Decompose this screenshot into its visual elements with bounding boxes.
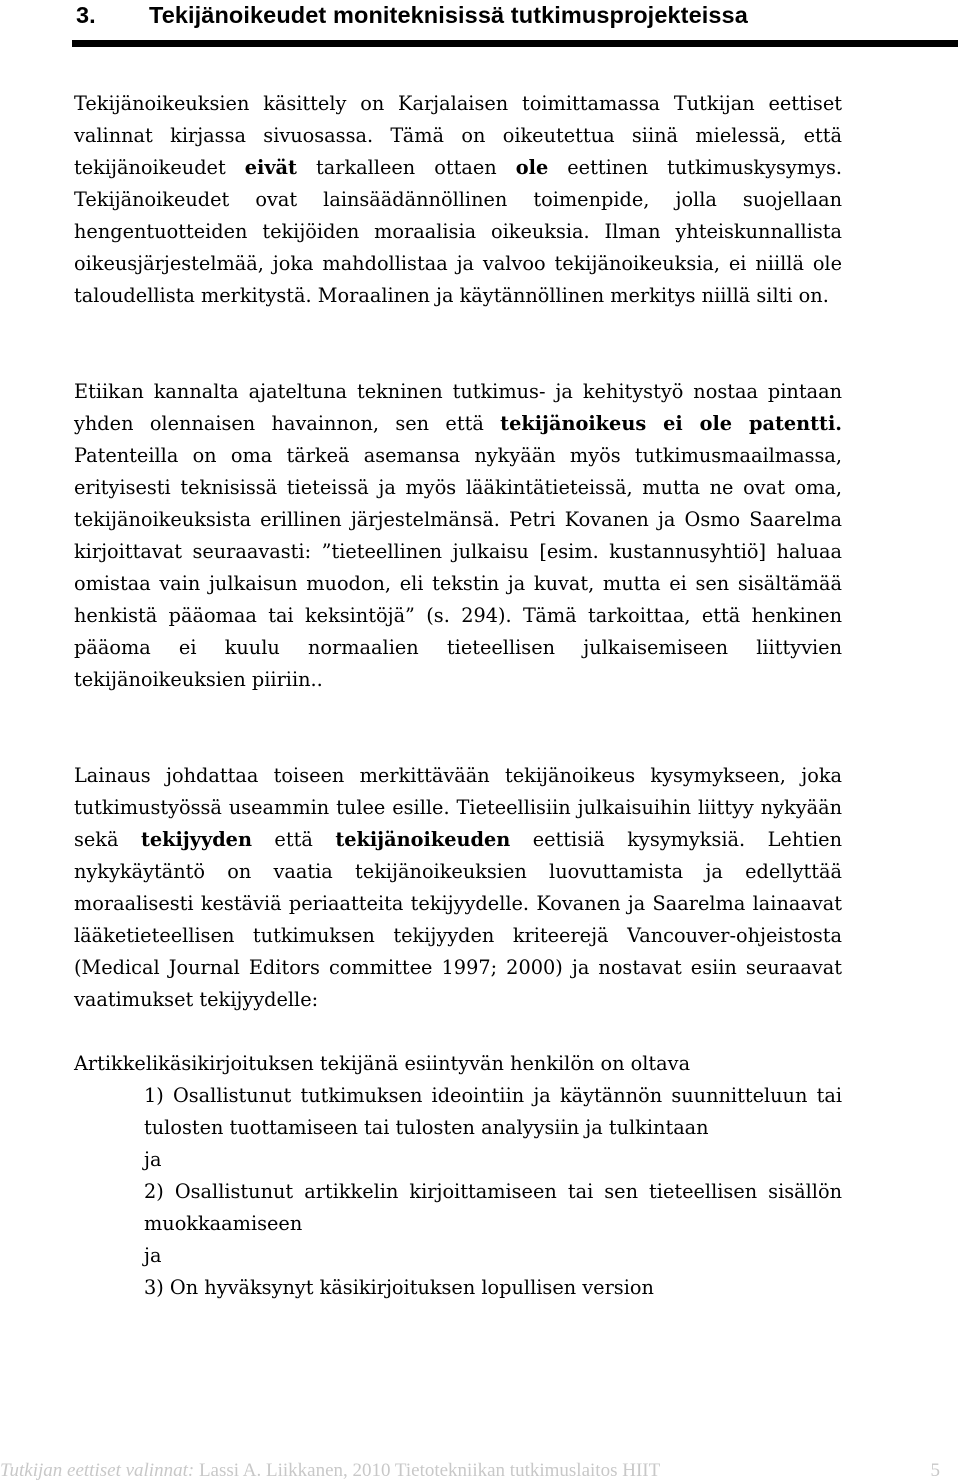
- requirements-list: [144, 1080, 842, 1304]
- paragraph-3-text-a: Lainaus johdattaa toiseen merkittävään tekijänoikeus kysymykseen, joka tutkimustyössä useammin tulee esille. Tieteellisiin julkaisuihin liittyy nykyään sekä: [74, 764, 842, 851]
- list-item-2: 2) Osallistunut artikkelin kirjoittamiseen tai sen tieteellisen sisällön muokkaamiseen: [144, 1180, 842, 1235]
- footer-author-info: Lassi A. Liikkanen, 2010 Tietotekniikan tutkimuslaitos HIIT: [194, 1460, 661, 1481]
- paragraph-1-text-a: Tekijänoikeuksien käsittely on Karjalaisen toimittamassa Tutkijan eettiset valinnat kirjassa sivuosassa. Tämä on oikeutettua siinä mielessä, että tekijänoikeudet: [74, 92, 842, 179]
- paragraph-2-bold-a: tekijänoikeus ei ole patentti.: [500, 412, 843, 435]
- paragraph-1-bold-a: eivät: [244, 156, 297, 179]
- section-heading: [76, 2, 748, 29]
- section-heading-rule: [72, 0, 958, 47]
- list-item-1: 1) Osallistunut tutkimuksen ideointiin ja käytännön suunnitteluun tai tulosten tuottamiseen tai tulosten analyysiin ja tulkintaan: [144, 1084, 842, 1139]
- section-title: Tekijänoikeudet moniteknisissä tutkimusprojekteissa: [149, 2, 748, 28]
- paragraph-1-text-c: eettinen tutkimuskysymys. Tekijänoikeudet ovat lainsäädännöllinen toimenpide, jolla suojellaan hengentuotteiden tekijöiden moraalisia oikeuksia. Ilman yhteiskunnallista oikeusjärjestelmää, joka mahdollistaa ja valvoo tekijänoikeuksia, ei niillä ole taloudellista merkitystä. Moraalinen ja käytännöllinen merkitys niillä silti on.: [74, 156, 842, 307]
- list-intro: Artikkelikäsikirjoituksen tekijänä esiintyvän henkilön on oltava: [74, 1052, 691, 1075]
- footer-title: Tutkijan eettiset valinnat:: [0, 1460, 195, 1481]
- section-number: 3.: [76, 2, 96, 28]
- list-conjunction-1: ja: [144, 1148, 162, 1171]
- page-number: 5: [930, 1460, 940, 1481]
- paragraph-3-text-c: eettisiä kysymyksiä. Lehtien nykykäytäntö on vaatia tekijänoikeuksien luovuttamista ja edellyttää moraalisesti kestäviä periaatteita tekijyydelle. Kovanen ja Saarelma lainaavat lääketieteellisen tutkimuksen tekijyyden kriteerejä Vancouver-ohjeistosta (Medical Journal Editors committee 1997; 2000) ja nostavat esiin seuraavat vaatimukset tekijyydelle:: [74, 828, 842, 1011]
- paragraph-3-bold-a: tekijyyden: [140, 828, 252, 851]
- list-item-3: 3) On hyväksynyt käsikirjoituksen lopullisen version: [144, 1276, 654, 1299]
- list-conjunction-2: ja: [144, 1244, 162, 1267]
- page-footer: [0, 1458, 940, 1484]
- footer-text: [0, 1458, 660, 1484]
- paragraph-2: [74, 376, 842, 696]
- paragraph-2-text-a: Etiikan kannalta ajateltuna tekninen tutkimus- ja kehitystyö nostaa pintaan yhden olennaisen havainnon, sen että: [74, 380, 842, 435]
- paragraph-3: [74, 760, 842, 1016]
- paragraph-2-text-b: Patenteilla on oma tärkeä asemansa nykyään myös tutkimusmaailmassa, erityisesti teknisissä tieteissä ja myös lääkintätieteissä, mutta ne ovat oma, tekijänoikeuksista erillinen järjestelmänsä. Petri Kovanen ja Osmo Saarelma kirjoittavat seuraavasti: ”tieteellinen julkaisu [esim. kustannusyhtiö] haluaa omistaa vain julkaisun muodon, eli tekstin ja kuvat, mutta ei sen sisältämää henkistä pääomaa tai keksintöjä” (s. 294). Tämä tarkoittaa, että henkinen pääoma ei kuulu normaalien tieteellisen julkaisemiseen liittyvien tekijänoikeuksien piiriin..: [74, 444, 842, 691]
- paragraph-3-bold-b: tekijänoikeuden: [335, 828, 511, 851]
- paragraph-1: [74, 88, 842, 312]
- paragraph-3-text-b: että: [251, 828, 336, 851]
- paragraph-1-text-b: tarkalleen ottaen: [296, 156, 516, 179]
- paragraph-1-bold-b: ole: [515, 156, 549, 179]
